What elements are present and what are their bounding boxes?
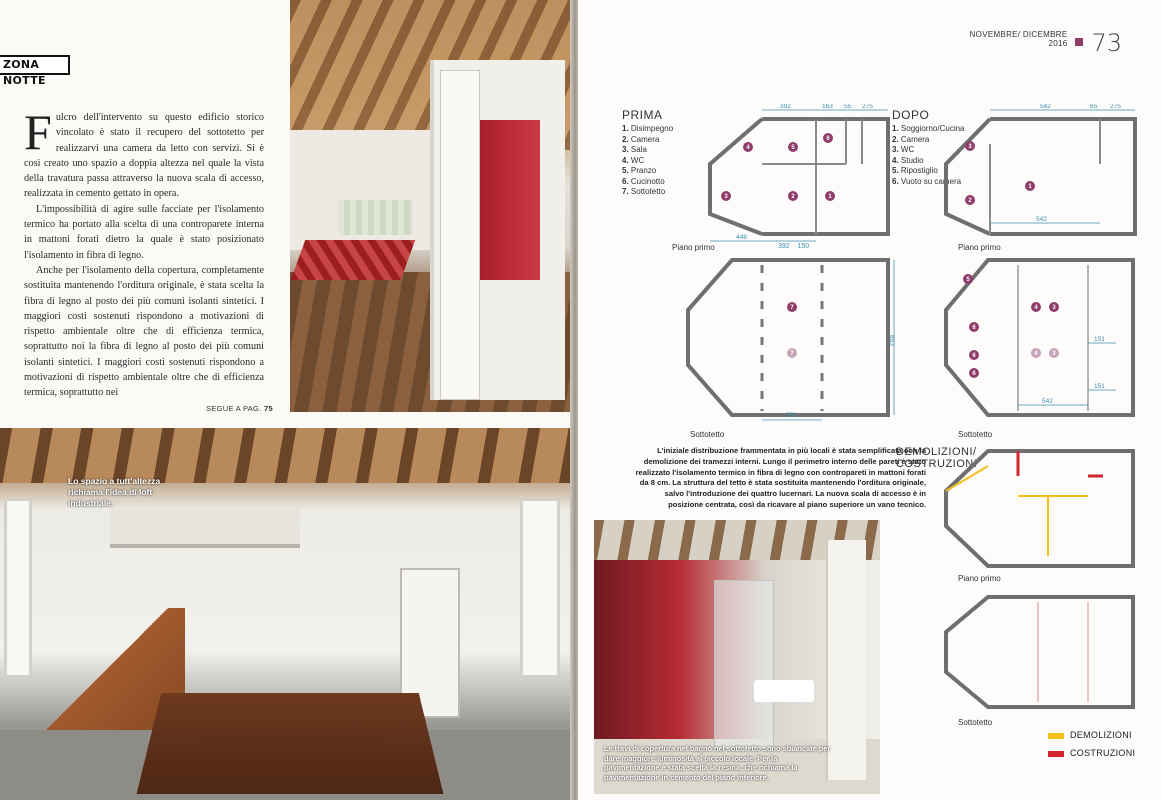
svg-text:1: 1 [828,194,832,200]
dopo-item: 1. Soggiorno/Cucina [892,124,965,133]
dim-label: 275 [1110,104,1121,110]
folio-year: 2016 [1048,39,1068,48]
dopo-item: 2. Camera [892,134,930,144]
svg-text:5: 5 [791,145,795,151]
demo-floor1-label: Piano primo [958,574,1001,583]
svg-text:3: 3 [968,144,972,150]
yellow-swatch-icon [1048,733,1064,739]
dim-label: 893 [888,335,895,346]
dim-label: 392 150 [778,243,810,250]
svg-text:2: 2 [791,194,795,200]
prima-title: PRIMA [622,108,663,122]
prima-floor1-plan [666,104,896,244]
dim-label: 392 [780,104,791,110]
svg-text:4: 4 [1034,305,1038,311]
paragraph-3: Anche per l'isolamento della copertura, completamente sostituita mantenendo l'orditura originale, è stata scelta la fibra di legno al posto dei più comuni isolanti sintetici. I maggiori costi sostenuti rispondono a motivazioni di rispetto ambientale oltre che di efficienza termica, soprattutto noi la fibra di legno al posto dei più comuni isolanti sintetici. I maggiori costi sostenuti rispondono a motivazioni di rispetto ambientale oltre che di efficienza termica, soprattutto nei [24,264,264,399]
demo-attic-label: Sottotetto [958,718,993,727]
page-number: 73 [1091,29,1122,57]
svg-text:6: 6 [972,325,976,331]
dim-label: 151 [1094,336,1105,343]
prima-attic-plan [678,255,898,425]
prima-item: 1. Disimpegno [622,124,674,133]
section-tag: ZONA NOTTE [0,55,70,75]
paragraph-1 [24,104,264,202]
dopo-attic-label: Sottotetto [958,430,993,439]
article-body [24,104,264,401]
svg-text:7: 7 [790,305,794,311]
dim-label: 163 [822,104,833,110]
paragraph-1-text: ulcro dell'intervento su questo edificio storico vincolato è stato il recupero del sottotetto per realizzarvi una camera da letto con servizi. Si è così creato uno spazio a doppia altezza nel quale la vista della travatura passa attraverso la nuova scala di accesso, realizzata in cemento gettato in opera. [24,112,264,200]
svg-text:5: 5 [966,277,970,283]
photo-loft [0,428,572,800]
dopo-item: 4. Studio [892,155,924,165]
svg-text:7: 7 [790,351,794,357]
dim-label: 275 [862,104,873,110]
caption-loft: Lo spazio a tutt'altezza richiama l'idea di loft industriale. [68,476,161,508]
dim-label: 542 [1042,398,1053,405]
dopo-item: 6. Vuoto su camera [892,176,962,186]
folio [970,30,1122,56]
key-costruzioni: COSTRUZIONI [1048,748,1135,758]
svg-text:3: 3 [1052,351,1056,357]
dopo-title: DOPO [892,108,930,122]
svg-text:4: 4 [1034,351,1038,357]
svg-text:3: 3 [1052,305,1056,311]
dim-label: 542 [1040,104,1051,110]
demo-floor1-plan [938,446,1143,576]
prima-item: 5. Pranzo [622,166,657,175]
continued-note [206,404,273,413]
drop-cap: F [24,104,52,160]
svg-text:4: 4 [746,145,750,151]
prima-item: 6. Cucinotto [622,176,665,186]
dopo-item: 3. WC [892,145,915,154]
dim-label: 552 [786,412,797,419]
continued-page: 75 [263,404,273,413]
svg-text:6: 6 [826,136,830,142]
red-swatch-icon [1048,751,1064,757]
prima-item: 2. Camera [622,134,660,144]
dopo-attic-plan [938,255,1143,425]
dim-label: 448 [736,234,747,241]
prima-attic-label: Sottotetto [690,430,725,439]
prima-item: 4. WC [622,155,645,165]
dim-label: 55 [844,104,852,110]
folio-square-icon [1075,38,1083,46]
key-demolizioni: DEMOLIZIONI [1048,730,1132,740]
svg-text:6: 6 [972,353,976,359]
svg-text:6: 6 [972,371,976,377]
dim-label: 542 [1036,216,1047,223]
dim-label: 65 [1090,104,1098,110]
right-page [578,0,1162,800]
paragraph-2: L'impossibilità di agire sulle facciate per l'isolamento termico ha portato alla scelta di una controparete interna in mattoni forati dietro la quale è stato posizionato l'isolamento in fibra di legno. [24,203,264,261]
prima-floor1-label: Piano primo [672,243,715,252]
photo-bedroom [290,0,572,412]
left-page [0,0,572,800]
photo-bathroom [594,520,880,794]
dopo-item: 5. Ripostiglio [892,166,938,175]
folio-month: NOVEMBRE/ DICEMBRE [969,30,1068,39]
plans-description: L'iniziale distribuzione frammentata in più locali è stata semplificata con la demolizione dei tramezzi interni. Lungo il perimetro interno delle pareti è stato realizzato l'isolamento termico in fibra di legno con contropareti in mattoni forati da 8 cm. La struttura del tetto è stata sostituita mantenendo l'orditura originale, salvo l'introduzione dei quattro lucernari. La nuova scala di accesso è in posizione centrata, così da ricavare al piano superiore un vano tecnico. [635,446,926,509]
caption-bathroom: Le travi di copertura nel bagno nel sottotetto sono sbiancate per dare maggiore luminosità al piccolo locale. Per la pavimentazione è stata scelta la resina, che richiama la pavimentazione in cemento del piano inferiore. [604,744,831,782]
svg-text:3: 3 [724,194,728,200]
svg-text:2: 2 [968,198,972,204]
demo-attic-plan [938,592,1143,717]
dopo-floor1-label: Piano primo [958,243,1001,252]
svg-text:1: 1 [1028,184,1032,190]
dim-label: 151 [1094,383,1105,390]
demo-title: DEMOLIZIONI/ COSTRUZIONI [896,446,978,470]
continued-label: SEGUE A PAG. [206,404,262,413]
prima-item: 7. Sottotetto [622,187,666,196]
prima-item: 3. Sala [622,145,647,154]
folio-date [970,30,1068,48]
dopo-floor1-plan [930,104,1145,244]
